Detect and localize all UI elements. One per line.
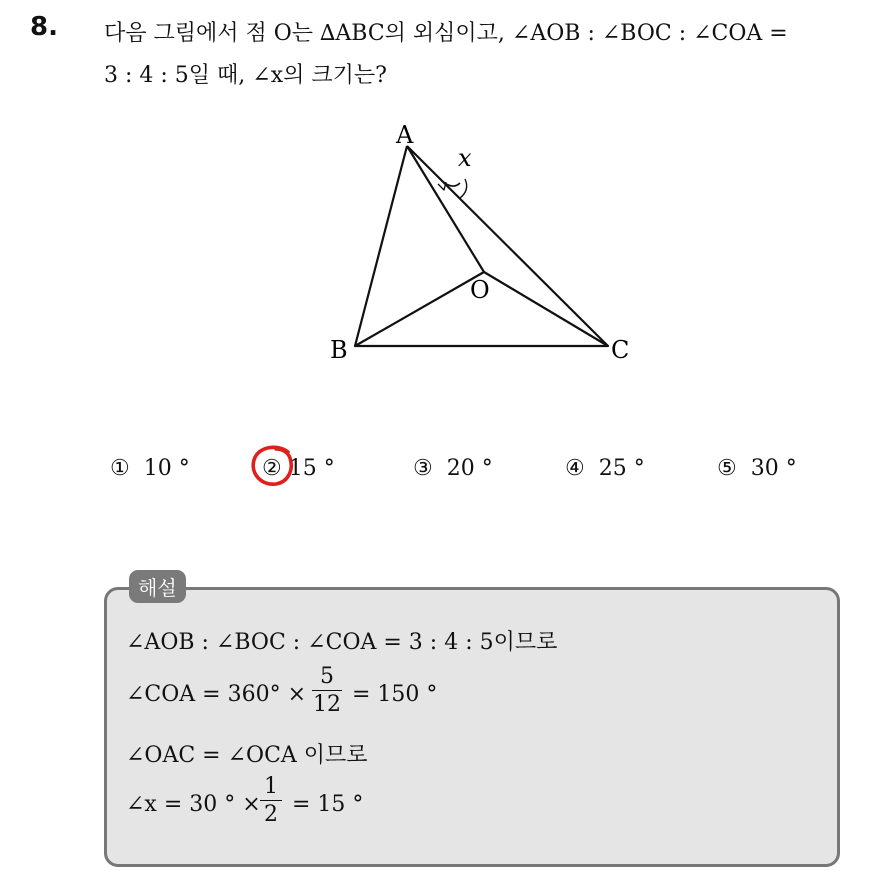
choice-2[interactable]: ② 15 ° (262, 456, 335, 481)
segment-AO (407, 146, 484, 272)
solution-line3: ∠OAC = ∠OCA 이므로 (126, 743, 368, 768)
question-text-line2: 3 : 4 : 5일 때, ∠x의 크기는? (104, 63, 387, 88)
label-C: C (611, 336, 630, 364)
segment-BO (355, 272, 484, 346)
choice-5[interactable]: ⑤ 30 ° (717, 456, 797, 481)
solution-line4-left: ∠x = 30 ° × (126, 792, 261, 817)
selected-answer-circle-icon (248, 444, 298, 490)
question-number: 8. (30, 12, 58, 42)
label-B: B (330, 336, 348, 364)
solution-fraction-5-12: 5 12 (313, 664, 341, 717)
label-O: O (470, 276, 490, 304)
triangle-figure (0, 0, 884, 420)
angle-x-pointer (460, 179, 467, 198)
label-A: A (396, 121, 414, 149)
triangle-edges (355, 146, 608, 346)
solution-line1: ∠AOB : ∠BOC : ∠COA = 3 : 4 : 5이므로 (126, 630, 558, 655)
solution-badge: 해설 (129, 570, 186, 603)
solution-line4-right: = 15 ° (292, 792, 364, 817)
solution-line2-right: = 150 ° (352, 682, 438, 707)
choice-1[interactable]: ① 10 ° (110, 456, 190, 481)
choice-4[interactable]: ④ 25 ° (565, 456, 645, 481)
solution-line2-left: ∠COA = 360° × (126, 682, 307, 707)
solution-fraction-1-2: 1 2 (260, 774, 282, 827)
answer-choices (0, 452, 884, 488)
label-x: x (458, 144, 472, 172)
question-text-line1: 다음 그림에서 점 O는 ∆ABC의 외심이고, ∠AOB : ∠BOC : ∠COA = (104, 21, 788, 46)
choice-3[interactable]: ③ 20 ° (413, 456, 493, 481)
